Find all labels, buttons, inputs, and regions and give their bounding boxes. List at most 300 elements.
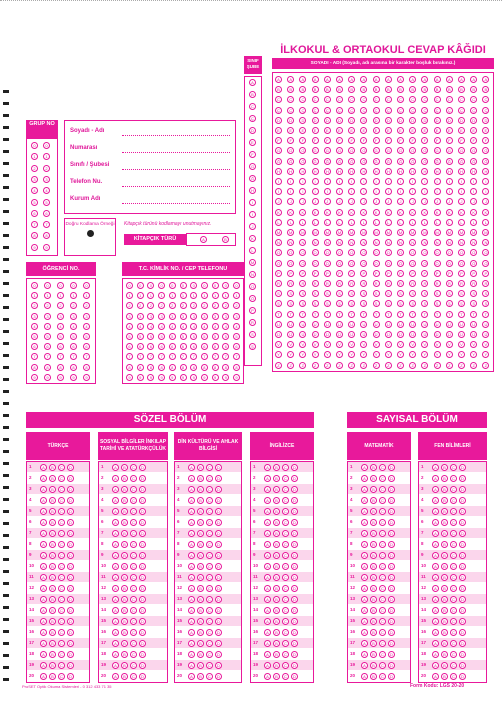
- sinif-sube-bubble[interactable]: G: [250, 164, 255, 169]
- name-bubble[interactable]: Z: [336, 362, 343, 369]
- tc-no-bubble[interactable]: 8: [126, 364, 133, 371]
- name-bubble[interactable]: T: [446, 311, 453, 318]
- answer-bubble[interactable]: D: [291, 497, 298, 504]
- answer-bubble[interactable]: A: [361, 585, 368, 592]
- name-bubble[interactable]: I: [434, 178, 441, 185]
- name-bubble[interactable]: L: [434, 219, 441, 226]
- name-bubble[interactable]: U: [287, 321, 294, 328]
- name-bubble[interactable]: Ğ: [423, 158, 427, 164]
- answer-bubble[interactable]: C: [282, 618, 289, 625]
- name-bubble[interactable]: J: [287, 198, 294, 205]
- name-bubble[interactable]: L: [373, 219, 380, 226]
- tc-no-bubble[interactable]: 2: [158, 302, 165, 309]
- tc-no-bubble[interactable]: 5: [158, 333, 165, 340]
- answer-bubble[interactable]: D: [215, 651, 222, 658]
- name-bubble[interactable]: Ğ: [301, 158, 305, 164]
- answer-bubble[interactable]: C: [282, 629, 289, 636]
- name-bubble[interactable]: L: [421, 219, 428, 226]
- name-bubble[interactable]: M: [325, 230, 329, 235]
- answer-bubble[interactable]: C: [379, 596, 386, 603]
- answer-bubble[interactable]: C: [282, 552, 289, 559]
- answer-bubble[interactable]: D: [388, 497, 395, 504]
- booklet-option-a[interactable]: A: [200, 236, 207, 243]
- name-bubble[interactable]: K: [482, 209, 489, 216]
- name-bubble[interactable]: Y: [446, 351, 453, 358]
- answer-bubble[interactable]: A: [361, 574, 368, 581]
- name-bubble[interactable]: E: [275, 127, 282, 134]
- name-bubble[interactable]: P: [446, 270, 453, 277]
- name-bubble[interactable]: V: [312, 341, 319, 348]
- answer-bubble[interactable]: C: [206, 640, 213, 647]
- answer-bubble[interactable]: A: [361, 640, 368, 647]
- grup-no-bubble[interactable]: 4: [43, 187, 50, 194]
- tc-no-bubble[interactable]: 5: [137, 333, 144, 340]
- grup-no-bubble[interactable]: 2: [31, 165, 38, 172]
- answer-bubble[interactable]: D: [67, 673, 74, 680]
- tc-no-bubble[interactable]: 6: [180, 343, 187, 350]
- tc-no-bubble[interactable]: 3: [190, 313, 197, 320]
- sinif-sube-bubble[interactable]: N: [249, 271, 256, 278]
- answer-bubble[interactable]: D: [67, 541, 74, 548]
- tc-no-bubble[interactable]: 3: [212, 313, 219, 320]
- name-bubble[interactable]: Ç: [312, 107, 319, 114]
- name-bubble[interactable]: R: [409, 280, 416, 287]
- name-bubble[interactable]: B: [336, 86, 343, 93]
- name-bubble[interactable]: Ğ: [362, 158, 366, 164]
- answer-bubble[interactable]: A: [264, 541, 271, 548]
- answer-bubble[interactable]: C: [282, 563, 289, 570]
- answer-bubble[interactable]: A: [188, 662, 195, 669]
- tc-no-bubble[interactable]: 6: [190, 343, 197, 350]
- grup-no-bubble[interactable]: 1: [43, 153, 50, 160]
- answer-bubble[interactable]: D: [291, 563, 298, 570]
- answer-bubble[interactable]: C: [450, 629, 457, 636]
- name-bubble[interactable]: V: [287, 341, 294, 348]
- answer-bubble[interactable]: C: [58, 508, 65, 515]
- name-bubble[interactable]: Y: [275, 351, 282, 358]
- name-bubble[interactable]: Ç: [482, 107, 489, 114]
- answer-bubble[interactable]: A: [112, 585, 119, 592]
- name-bubble[interactable]: B: [275, 86, 282, 93]
- name-bubble[interactable]: L: [409, 219, 416, 226]
- name-bubble[interactable]: Z: [470, 362, 477, 369]
- answer-bubble[interactable]: D: [459, 541, 466, 548]
- name-bubble[interactable]: A: [373, 76, 380, 83]
- name-bubble[interactable]: R: [348, 280, 355, 287]
- name-bubble[interactable]: D: [312, 117, 319, 124]
- tc-no-bubble[interactable]: 7: [233, 353, 240, 360]
- answer-bubble[interactable]: D: [67, 475, 74, 482]
- name-bubble[interactable]: P: [336, 270, 343, 277]
- name-bubble[interactable]: A: [434, 76, 441, 83]
- answer-bubble[interactable]: C: [379, 673, 386, 680]
- answer-bubble[interactable]: C: [206, 541, 213, 548]
- answer-bubble[interactable]: B: [370, 629, 377, 636]
- answer-bubble[interactable]: C: [206, 673, 213, 680]
- name-bubble[interactable]: Ş: [336, 300, 343, 307]
- answer-bubble[interactable]: B: [121, 552, 128, 559]
- tc-no-bubble[interactable]: 6: [222, 343, 229, 350]
- name-bubble[interactable]: Z: [409, 362, 416, 369]
- name-bubble[interactable]: N: [324, 239, 331, 246]
- name-bubble[interactable]: B: [360, 86, 367, 93]
- sinif-sube-bubble[interactable]: A: [249, 79, 256, 86]
- answer-bubble[interactable]: C: [282, 596, 289, 603]
- name-bubble[interactable]: Z: [360, 362, 367, 369]
- name-bubble[interactable]: E: [324, 127, 331, 134]
- answer-bubble[interactable]: A: [112, 596, 119, 603]
- answer-bubble[interactable]: B: [121, 629, 128, 636]
- answer-bubble[interactable]: D: [459, 519, 466, 526]
- name-bubble[interactable]: Y: [373, 351, 380, 358]
- name-bubble[interactable]: L: [446, 219, 453, 226]
- name-bubble[interactable]: F: [348, 137, 355, 144]
- answer-bubble[interactable]: B: [370, 640, 377, 647]
- name-bubble[interactable]: I: [385, 178, 392, 185]
- tc-no-bubble[interactable]: 3: [158, 313, 165, 320]
- answer-bubble[interactable]: A: [40, 552, 47, 559]
- answer-bubble[interactable]: B: [441, 673, 448, 680]
- name-bubble[interactable]: A: [409, 76, 416, 83]
- answer-bubble[interactable]: A: [264, 508, 271, 515]
- name-bubble[interactable]: V: [434, 341, 441, 348]
- name-bubble[interactable]: V: [482, 341, 489, 348]
- name-bubble[interactable]: Ş: [470, 300, 477, 307]
- answer-bubble[interactable]: D: [139, 640, 146, 647]
- name-bubble[interactable]: R: [360, 280, 367, 287]
- name-bubble[interactable]: Y: [458, 351, 465, 358]
- name-bubble[interactable]: G: [398, 148, 403, 154]
- answer-bubble[interactable]: D: [67, 508, 74, 515]
- name-bubble[interactable]: F: [446, 137, 453, 144]
- answer-bubble[interactable]: D: [388, 519, 395, 526]
- answer-bubble[interactable]: C: [450, 475, 457, 482]
- answer-bubble[interactable]: A: [112, 563, 119, 570]
- sinif-sube-bubble[interactable]: J: [249, 223, 256, 230]
- tc-no-bubble[interactable]: 9: [147, 374, 154, 381]
- answer-bubble[interactable]: B: [441, 662, 448, 669]
- name-bubble[interactable]: B: [458, 86, 465, 93]
- student-no-bubble[interactable]: 6: [57, 343, 64, 350]
- answer-bubble[interactable]: D: [139, 585, 146, 592]
- name-bubble[interactable]: V: [336, 341, 343, 348]
- answer-bubble[interactable]: B: [197, 585, 204, 592]
- student-no-bubble[interactable]: 7: [44, 353, 51, 360]
- name-bubble[interactable]: N: [470, 239, 477, 246]
- tc-no-bubble[interactable]: 0: [201, 282, 208, 289]
- name-bubble[interactable]: R: [336, 280, 343, 287]
- name-bubble[interactable]: İ: [470, 188, 477, 195]
- student-no-bubble[interactable]: 9: [31, 374, 38, 381]
- answer-bubble[interactable]: A: [432, 651, 439, 658]
- name-bubble[interactable]: J: [446, 198, 453, 205]
- answer-bubble[interactable]: C: [130, 574, 137, 581]
- answer-bubble[interactable]: A: [264, 464, 271, 471]
- answer-bubble[interactable]: D: [459, 662, 466, 669]
- name-bubble[interactable]: D: [336, 117, 343, 124]
- answer-bubble[interactable]: B: [197, 552, 204, 559]
- name-bubble[interactable]: F: [397, 137, 404, 144]
- answer-bubble[interactable]: B: [121, 541, 128, 548]
- answer-bubble[interactable]: C: [282, 486, 289, 493]
- name-bubble[interactable]: Ü: [397, 331, 404, 338]
- answer-bubble[interactable]: D: [215, 563, 222, 570]
- tc-no-bubble[interactable]: 8: [169, 364, 176, 371]
- answer-bubble[interactable]: A: [432, 585, 439, 592]
- answer-bubble[interactable]: D: [459, 585, 466, 592]
- answer-bubble[interactable]: A: [40, 563, 47, 570]
- name-bubble[interactable]: F: [336, 137, 343, 144]
- answer-bubble[interactable]: A: [112, 530, 119, 537]
- name-bubble[interactable]: R: [421, 280, 428, 287]
- answer-bubble[interactable]: C: [58, 486, 65, 493]
- answer-bubble[interactable]: B: [197, 508, 204, 515]
- name-bubble[interactable]: M: [423, 230, 427, 235]
- student-no-bubble[interactable]: 6: [83, 343, 90, 350]
- answer-bubble[interactable]: A: [361, 607, 368, 614]
- name-bubble[interactable]: G: [289, 148, 293, 154]
- answer-bubble[interactable]: A: [40, 475, 47, 482]
- name-bubble[interactable]: İ: [421, 188, 428, 195]
- answer-bubble[interactable]: C: [58, 530, 65, 537]
- answer-bubble[interactable]: D: [459, 574, 466, 581]
- answer-bubble[interactable]: D: [388, 596, 395, 603]
- tc-no-bubble[interactable]: 6: [158, 343, 165, 350]
- name-bubble[interactable]: U: [385, 321, 392, 328]
- tc-no-bubble[interactable]: 9: [190, 374, 197, 381]
- name-bubble[interactable]: Ç: [373, 107, 380, 114]
- answer-bubble[interactable]: D: [388, 651, 395, 658]
- answer-bubble[interactable]: B: [121, 662, 128, 669]
- grup-no-bubble[interactable]: 3: [43, 176, 50, 183]
- name-bubble[interactable]: Ü: [482, 331, 489, 338]
- answer-bubble[interactable]: A: [361, 629, 368, 636]
- name-bubble[interactable]: U: [336, 321, 343, 328]
- answer-bubble[interactable]: B: [370, 475, 377, 482]
- name-bubble[interactable]: R: [397, 280, 404, 287]
- answer-bubble[interactable]: D: [67, 651, 74, 658]
- name-bubble[interactable]: P: [434, 270, 441, 277]
- tc-no-bubble[interactable]: 5: [233, 333, 240, 340]
- answer-bubble[interactable]: D: [67, 585, 74, 592]
- tc-no-bubble[interactable]: 4: [222, 323, 229, 330]
- info-field-input[interactable]: [122, 168, 230, 170]
- answer-bubble[interactable]: B: [441, 585, 448, 592]
- answer-bubble[interactable]: B: [197, 464, 204, 471]
- tc-no-bubble[interactable]: 6: [169, 343, 176, 350]
- name-bubble[interactable]: Ç: [275, 107, 282, 114]
- answer-bubble[interactable]: A: [40, 541, 47, 548]
- answer-bubble[interactable]: B: [197, 530, 204, 537]
- answer-bubble[interactable]: D: [139, 497, 146, 504]
- student-no-bubble[interactable]: 8: [31, 364, 38, 371]
- tc-no-bubble[interactable]: 0: [137, 282, 144, 289]
- name-bubble[interactable]: B: [397, 86, 404, 93]
- name-bubble[interactable]: M: [411, 230, 415, 235]
- answer-bubble[interactable]: D: [139, 530, 146, 537]
- answer-bubble[interactable]: D: [139, 519, 146, 526]
- answer-bubble[interactable]: A: [112, 629, 119, 636]
- name-bubble[interactable]: S: [385, 290, 392, 297]
- name-bubble[interactable]: Ş: [312, 300, 319, 307]
- answer-bubble[interactable]: A: [40, 519, 47, 526]
- name-bubble[interactable]: B: [348, 86, 355, 93]
- answer-bubble[interactable]: B: [273, 552, 280, 559]
- student-no-bubble[interactable]: 7: [70, 353, 77, 360]
- name-bubble[interactable]: F: [299, 137, 306, 144]
- tc-no-bubble[interactable]: 7: [222, 353, 229, 360]
- answer-bubble[interactable]: D: [291, 464, 298, 471]
- student-no-bubble[interactable]: 5: [57, 333, 64, 340]
- name-bubble[interactable]: H: [434, 168, 441, 175]
- answer-bubble[interactable]: D: [388, 662, 395, 669]
- name-bubble[interactable]: I: [336, 178, 343, 185]
- info-field-input[interactable]: [122, 134, 230, 136]
- name-bubble[interactable]: R: [324, 280, 331, 287]
- answer-bubble[interactable]: D: [388, 618, 395, 625]
- tc-no-bubble[interactable]: 1: [190, 292, 197, 299]
- answer-bubble[interactable]: A: [264, 651, 271, 658]
- answer-bubble[interactable]: A: [112, 607, 119, 614]
- name-bubble[interactable]: Ç: [287, 107, 294, 114]
- tc-no-bubble[interactable]: 9: [212, 374, 219, 381]
- name-bubble[interactable]: U: [421, 321, 428, 328]
- answer-bubble[interactable]: C: [379, 563, 386, 570]
- name-bubble[interactable]: M: [362, 230, 366, 235]
- answer-bubble[interactable]: A: [188, 640, 195, 647]
- name-bubble[interactable]: İ: [385, 188, 392, 195]
- answer-bubble[interactable]: B: [121, 651, 128, 658]
- name-bubble[interactable]: A: [324, 76, 331, 83]
- student-no-bubble[interactable]: 3: [70, 313, 77, 320]
- answer-bubble[interactable]: A: [264, 673, 271, 680]
- sinif-sube-bubble[interactable]: F: [249, 151, 256, 158]
- name-bubble[interactable]: Ğ: [350, 158, 354, 164]
- name-bubble[interactable]: T: [482, 311, 489, 318]
- answer-bubble[interactable]: A: [188, 585, 195, 592]
- name-bubble[interactable]: V: [299, 341, 306, 348]
- answer-bubble[interactable]: A: [112, 508, 119, 515]
- name-bubble[interactable]: Z: [324, 362, 331, 369]
- name-bubble[interactable]: M: [337, 230, 342, 235]
- name-bubble[interactable]: E: [299, 127, 306, 134]
- sinif-sube-bubble[interactable]: Ç: [249, 115, 256, 122]
- answer-bubble[interactable]: B: [197, 662, 204, 669]
- answer-bubble[interactable]: A: [112, 574, 119, 581]
- answer-bubble[interactable]: A: [361, 497, 368, 504]
- name-bubble[interactable]: N: [312, 239, 319, 246]
- name-bubble[interactable]: D: [385, 117, 392, 124]
- grup-no-bubble[interactable]: 9: [43, 244, 50, 251]
- answer-bubble[interactable]: D: [139, 651, 146, 658]
- name-bubble[interactable]: B: [299, 86, 306, 93]
- answer-bubble[interactable]: C: [58, 497, 65, 504]
- name-bubble[interactable]: J: [458, 198, 465, 205]
- tc-no-bubble[interactable]: 2: [137, 302, 144, 309]
- answer-bubble[interactable]: B: [197, 475, 204, 482]
- answer-bubble[interactable]: D: [67, 662, 74, 669]
- name-bubble[interactable]: Ş: [360, 300, 367, 307]
- answer-bubble[interactable]: B: [273, 673, 280, 680]
- tc-no-bubble[interactable]: 7: [212, 353, 219, 360]
- answer-bubble[interactable]: A: [432, 530, 439, 537]
- tc-no-bubble[interactable]: 2: [222, 302, 229, 309]
- answer-bubble[interactable]: B: [49, 629, 56, 636]
- answer-bubble[interactable]: B: [197, 629, 204, 636]
- answer-bubble[interactable]: A: [432, 486, 439, 493]
- name-bubble[interactable]: C: [324, 96, 331, 103]
- name-bubble[interactable]: I: [360, 178, 367, 185]
- name-bubble[interactable]: A: [312, 76, 319, 83]
- name-bubble[interactable]: J: [336, 198, 343, 205]
- name-bubble[interactable]: O: [289, 250, 293, 256]
- answer-bubble[interactable]: C: [450, 464, 457, 471]
- grup-no-bubble[interactable]: 1: [31, 153, 38, 160]
- name-bubble[interactable]: U: [446, 321, 453, 328]
- name-bubble[interactable]: F: [385, 137, 392, 144]
- answer-bubble[interactable]: B: [273, 618, 280, 625]
- answer-bubble[interactable]: D: [139, 475, 146, 482]
- tc-no-bubble[interactable]: 4: [126, 323, 133, 330]
- name-bubble[interactable]: Ö: [435, 260, 439, 266]
- name-bubble[interactable]: P: [348, 270, 355, 277]
- name-bubble[interactable]: L: [458, 219, 465, 226]
- answer-bubble[interactable]: D: [215, 673, 222, 680]
- answer-bubble[interactable]: C: [282, 519, 289, 526]
- name-bubble[interactable]: S: [409, 290, 416, 297]
- answer-bubble[interactable]: A: [264, 497, 271, 504]
- answer-bubble[interactable]: D: [215, 530, 222, 537]
- answer-bubble[interactable]: A: [188, 486, 195, 493]
- name-bubble[interactable]: P: [482, 270, 489, 277]
- tc-no-bubble[interactable]: 6: [201, 343, 208, 350]
- name-bubble[interactable]: K: [360, 209, 367, 216]
- name-bubble[interactable]: Z: [482, 362, 489, 369]
- name-bubble[interactable]: F: [275, 137, 282, 144]
- answer-bubble[interactable]: C: [206, 629, 213, 636]
- answer-bubble[interactable]: C: [130, 475, 137, 482]
- student-no-bubble[interactable]: 2: [44, 302, 51, 309]
- tc-no-bubble[interactable]: 4: [158, 323, 165, 330]
- answer-bubble[interactable]: B: [370, 618, 377, 625]
- answer-bubble[interactable]: C: [58, 640, 65, 647]
- tc-no-bubble[interactable]: 2: [201, 302, 208, 309]
- answer-bubble[interactable]: D: [67, 519, 74, 526]
- answer-bubble[interactable]: A: [361, 662, 368, 669]
- name-bubble[interactable]: P: [324, 270, 331, 277]
- name-bubble[interactable]: K: [299, 209, 306, 216]
- answer-bubble[interactable]: D: [215, 618, 222, 625]
- answer-bubble[interactable]: A: [40, 673, 47, 680]
- name-bubble[interactable]: C: [336, 96, 343, 103]
- name-bubble[interactable]: C: [312, 96, 319, 103]
- grup-no-bubble[interactable]: 6: [43, 210, 50, 217]
- name-bubble[interactable]: E: [348, 127, 355, 134]
- answer-bubble[interactable]: D: [388, 585, 395, 592]
- answer-bubble[interactable]: D: [67, 497, 74, 504]
- answer-bubble[interactable]: D: [139, 673, 146, 680]
- name-bubble[interactable]: S: [421, 290, 428, 297]
- answer-bubble[interactable]: A: [264, 629, 271, 636]
- answer-bubble[interactable]: D: [459, 651, 466, 658]
- tc-no-bubble[interactable]: 5: [126, 333, 133, 340]
- name-bubble[interactable]: C: [446, 96, 453, 103]
- answer-bubble[interactable]: D: [388, 508, 395, 515]
- answer-bubble[interactable]: C: [450, 563, 457, 570]
- tc-no-bubble[interactable]: 5: [222, 333, 229, 340]
- answer-bubble[interactable]: C: [206, 497, 213, 504]
- name-bubble[interactable]: Z: [373, 362, 380, 369]
